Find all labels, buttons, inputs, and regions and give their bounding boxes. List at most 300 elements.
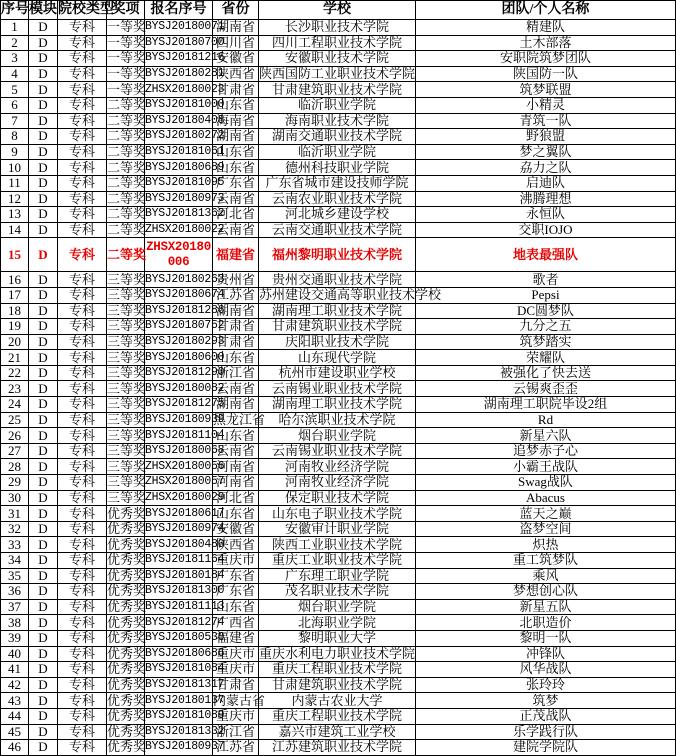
table-row (1, 222, 676, 238)
column-header-province: 省份 (213, 1, 259, 20)
cell-province: 黑龙江省 (213, 411, 266, 427)
cell-module: D (29, 113, 58, 129)
cell-index: 6 (1, 97, 29, 113)
cell-school-type: 专科 (58, 175, 107, 191)
cell-index: 15 (1, 238, 29, 272)
cell-school-type: 专科 (58, 222, 107, 238)
table-row (1, 272, 676, 288)
cell-registration-id: BYSJ20181061 (145, 145, 225, 159)
cell-province: 安徽省 (213, 51, 259, 67)
table-row (1, 630, 676, 646)
table-row (1, 412, 676, 428)
cell-index: 17 (1, 287, 29, 303)
cell-team-name: Rd (416, 412, 676, 428)
cell-school-type: 专科 (58, 35, 107, 51)
cell-team-name: 启迪队 (416, 175, 676, 191)
cell-award: 二等奖 (107, 190, 147, 206)
cell-registration-id: BYSJ20180293 (145, 334, 225, 348)
cell-module: D (29, 222, 58, 238)
cell-module: D (29, 66, 58, 82)
cell-registration-id: BYSJ20181216 (145, 51, 225, 65)
cell-team-name: 正茂战队 (416, 708, 676, 724)
table-row (1, 506, 676, 522)
table-row (1, 615, 676, 631)
table-row (1, 428, 676, 444)
cell-school-type: 专科 (58, 272, 107, 288)
cell-province: 云南省 (213, 381, 259, 397)
cell-award: 优秀奖 (107, 614, 147, 630)
cell-team-name: 永恒队 (416, 207, 676, 223)
cell-province: 云南省 (213, 191, 259, 207)
cell-index: 7 (1, 113, 29, 129)
cell-school-type: 专科 (58, 144, 107, 160)
cell-award: 二等奖 (107, 159, 147, 175)
cell-registration-id: BYSJ20180600 (145, 350, 225, 364)
column-header-module: 模块 (29, 1, 58, 20)
header-row (1, 1, 676, 20)
table-row (1, 97, 676, 113)
cell-award: 三等奖 (107, 271, 147, 287)
cell-award: 优秀奖 (107, 708, 147, 724)
cell-school: 四川工程职业技术学院 (259, 35, 416, 51)
cell-school-type: 专科 (58, 82, 107, 98)
table-row (1, 475, 676, 491)
cell-team-name: 沸腾理想 (416, 191, 676, 207)
cell-registration-id: BYSJ20180752 (145, 319, 225, 333)
cell-index: 45 (1, 724, 29, 740)
cell-index: 25 (1, 412, 29, 428)
cell-school: 重庆工业职业技术学院 (259, 553, 416, 569)
cell-module: D (29, 238, 58, 272)
cell-index: 44 (1, 708, 29, 724)
column-header-school-type: 院校类型 (58, 1, 107, 20)
cell-registration-id: BYSJ20180617 (145, 506, 225, 520)
cell-module: D (29, 708, 58, 724)
cell-index: 12 (1, 191, 29, 207)
cell-school: 山东电子职业技术学院 (259, 506, 416, 522)
cell-award: 优秀奖 (107, 552, 147, 568)
cell-index: 35 (1, 568, 29, 584)
cell-province: 云南省 (213, 222, 259, 238)
cell-team-name: Pepsi (416, 287, 676, 303)
cell-award: 三等奖 (107, 411, 147, 427)
cell-index: 2 (1, 35, 29, 51)
cell-module: D (29, 677, 58, 693)
cell-team-name: 黎明一队 (416, 630, 676, 646)
cell-registration-id: BYSJ20181089 (145, 709, 225, 723)
cell-registration-id: BYSJ20180480 (145, 537, 225, 551)
cell-registration-id: BYSJ20180137 (145, 693, 225, 707)
cell-province: 重庆市 (213, 553, 259, 569)
cell-school: 重庆水利电力职业技术学院 (259, 645, 416, 661)
table-row (1, 175, 676, 191)
cell-award: 一等奖 (107, 34, 147, 50)
cell-school-type: 专科 (58, 568, 107, 584)
cell-registration-id: ZHSX20180022 (145, 223, 225, 237)
cell-province: 福建省 (213, 238, 259, 272)
cell-school-type: 专科 (58, 129, 107, 145)
cell-award: 三等奖 (107, 302, 147, 318)
cell-module: D (29, 615, 58, 631)
cell-province: 山东省 (213, 97, 259, 113)
cell-award: 优秀奖 (107, 739, 147, 755)
cell-index: 41 (1, 662, 29, 678)
cell-module: D (29, 319, 58, 335)
table-row (1, 537, 676, 553)
table-row (1, 20, 676, 36)
cell-school-type: 专科 (58, 20, 107, 36)
cell-team-name: 建院学院队 (416, 740, 676, 756)
cell-school-type: 专科 (58, 537, 107, 553)
cell-school-type: 专科 (58, 66, 107, 82)
cell-index: 32 (1, 521, 29, 537)
cell-school: 保定职业技术学院 (259, 490, 416, 506)
cell-school: 甘肃建筑职业技术学院 (259, 677, 416, 693)
cell-school: 云南交通职业技术学院 (259, 222, 416, 238)
cell-index: 37 (1, 599, 29, 615)
cell-province: 河南省 (213, 475, 259, 491)
cell-module: D (29, 272, 58, 288)
cell-module: D (29, 740, 58, 756)
cell-team-name: 乐学践行队 (416, 724, 676, 740)
cell-province: 山东省 (213, 350, 259, 366)
cell-registration-id: BYSJ20180674 (145, 288, 225, 302)
table-row (1, 129, 676, 145)
cell-school-type: 专科 (58, 350, 107, 366)
cell-school-type: 专科 (58, 490, 107, 506)
cell-team-name: 梦想创心队 (416, 584, 676, 600)
cell-award: 三等奖 (107, 318, 147, 334)
cell-team-name: DC圆梦队 (416, 303, 676, 319)
table-row (1, 599, 676, 615)
cell-registration-id: BYSJ20180068 (145, 444, 225, 458)
cell-module: D (29, 175, 58, 191)
cell-school: 云南锡业职业技术学院 (259, 443, 416, 459)
cell-school: 哈尔滨职业技术学院 (259, 412, 416, 428)
cell-module: D (29, 630, 58, 646)
cell-school-type: 专科 (58, 646, 107, 662)
cell-registration-id: BYSJ20181113 (145, 600, 225, 614)
cell-module: D (29, 459, 58, 475)
cell-module: D (29, 397, 58, 413)
cell-school: 安徽职业技术学院 (259, 51, 416, 67)
cell-award: 一等奖 (107, 50, 147, 66)
cell-team-name: 张玲玲 (416, 677, 676, 693)
cell-team-name: 劦力之队 (416, 160, 676, 176)
cell-school: 海南职业技术学院 (259, 113, 416, 129)
cell-school-type: 专科 (58, 724, 107, 740)
table-row (1, 365, 676, 381)
cell-registration-id: BYSJ20180071 (145, 20, 225, 34)
table-row (1, 319, 676, 335)
cell-registration-id: BYSJ20180281 (145, 67, 225, 81)
cell-module: D (29, 381, 58, 397)
cell-province: 山东省 (213, 144, 259, 160)
cell-index: 16 (1, 272, 29, 288)
cell-province: 云南省 (213, 443, 259, 459)
cell-award: 二等奖 (107, 222, 147, 238)
cell-province: 贵州省 (213, 272, 259, 288)
cell-module: D (29, 584, 58, 600)
cell-school-type: 专科 (58, 238, 107, 272)
cell-index: 1 (1, 20, 29, 36)
cell-province: 甘肃省 (213, 82, 259, 98)
cell-team-name: 小精灵 (416, 97, 676, 113)
cell-school: 湖南理工职业技术学院 (259, 303, 416, 319)
cell-index: 14 (1, 222, 29, 238)
table-row (1, 144, 676, 160)
cell-school: 山东现代学院 (259, 350, 416, 366)
cell-school-type: 专科 (58, 397, 107, 413)
cell-province: 湖南省 (213, 129, 259, 145)
cell-team-name: Abacus (416, 490, 676, 506)
cell-module: D (29, 490, 58, 506)
cell-province: 四川省 (213, 35, 259, 51)
cell-school-type: 专科 (58, 381, 107, 397)
cell-award: 二等奖 (107, 175, 147, 191)
table-row (1, 397, 676, 413)
cell-team-name: 风华战队 (416, 662, 676, 678)
cell-team-name: 追梦赤子心 (416, 443, 676, 459)
cell-school-type: 专科 (58, 677, 107, 693)
cell-award: 二等奖 (107, 97, 147, 113)
cell-index: 11 (1, 175, 29, 191)
cell-index: 21 (1, 350, 29, 366)
cell-index: 28 (1, 459, 29, 475)
cell-team-name: 被强化了快去送 (416, 365, 676, 381)
cell-school: 甘肃建筑职业技术学院 (259, 319, 416, 335)
table-row (1, 160, 676, 176)
cell-index: 5 (1, 82, 29, 98)
cell-registration-id: BYSJ20181300 (145, 584, 225, 598)
table-row (1, 303, 676, 319)
cell-school-type: 专科 (58, 303, 107, 319)
cell-registration-id: BYSJ20181274 (145, 615, 225, 629)
cell-registration-id: BYSJ20181275 (145, 397, 225, 411)
table-row (1, 334, 676, 350)
cell-team-name: 新星五队 (416, 599, 676, 615)
column-header-school: 学校 (259, 1, 416, 20)
cell-school: 内蒙古农业大学 (259, 693, 416, 709)
cell-index: 29 (1, 475, 29, 491)
cell-school: 河北城乡建设学校 (259, 207, 416, 223)
cell-province: 重庆市 (213, 708, 259, 724)
table-row (1, 646, 676, 662)
cell-team-name: 野狼盟 (416, 129, 676, 145)
cell-module: D (29, 160, 58, 176)
cell-province: 江苏省 (213, 740, 259, 756)
cell-module: D (29, 521, 58, 537)
cell-award: 三等奖 (107, 489, 147, 505)
cell-module: D (29, 693, 58, 709)
cell-module: D (29, 97, 58, 113)
cell-school-type: 专科 (58, 160, 107, 176)
cell-registration-id: BYSJ20180939 (145, 412, 225, 426)
cell-team-name: 土木部落 (416, 35, 676, 51)
cell-award: 二等奖 (107, 144, 147, 160)
cell-school-type: 专科 (58, 599, 107, 615)
cell-school-type: 专科 (58, 319, 107, 335)
cell-province: 福建省 (213, 630, 259, 646)
table-row (1, 568, 676, 584)
cell-module: D (29, 506, 58, 522)
cell-module: D (29, 207, 58, 223)
cell-index: 46 (1, 740, 29, 756)
cell-registration-id: BYSJ20181000 (145, 98, 225, 112)
cell-award: 一等奖 (107, 66, 147, 82)
cell-team-name: 交职IOJO (416, 222, 676, 238)
cell-school: 湖南交通职业技术学院 (259, 129, 416, 145)
cell-team-name: 青筑一队 (416, 113, 676, 129)
cell-school: 甘肃建筑职业技术学院 (259, 82, 416, 98)
table-row (1, 553, 676, 569)
cell-school-type: 专科 (58, 506, 107, 522)
cell-module: D (29, 350, 58, 366)
table-row (1, 381, 676, 397)
cell-school-type: 专科 (58, 708, 107, 724)
cell-school: 烟台职业学院 (259, 599, 416, 615)
table-row (1, 51, 676, 67)
cell-province: 广西省 (213, 615, 259, 631)
cell-team-name: Swag战队 (416, 475, 676, 491)
cell-index: 33 (1, 537, 29, 553)
cell-registration-id: BYSJ20180263 (145, 272, 225, 286)
cell-school-type: 专科 (58, 584, 107, 600)
cell-index: 43 (1, 693, 29, 709)
cell-index: 34 (1, 553, 29, 569)
cell-registration-id: BYSJ20181095 (145, 176, 225, 190)
cell-award: 优秀奖 (107, 723, 147, 739)
cell-team-name: 湖南理工职院毕设2组 (416, 397, 676, 413)
cell-province: 甘肃省 (213, 334, 259, 350)
cell-school: 重庆工程职业技术学院 (259, 662, 416, 678)
cell-team-name: 荣耀队 (416, 350, 676, 366)
cell-registration-id: BYSJ20181286 (145, 303, 225, 317)
table-row (1, 350, 676, 366)
cell-team-name: 小霸王战队 (416, 459, 676, 475)
cell-province: 内蒙古省 (213, 692, 266, 708)
table-row (1, 740, 676, 756)
cell-index: 40 (1, 646, 29, 662)
cell-award: 二等奖 (107, 128, 147, 144)
cell-school-type: 专科 (58, 51, 107, 67)
cell-school-type: 专科 (58, 113, 107, 129)
cell-province: 重庆市 (213, 662, 259, 678)
cell-school: 贵州交通职业技术学院 (259, 272, 416, 288)
table-row-highlighted (1, 238, 676, 272)
cell-module: D (29, 537, 58, 553)
cell-module: D (29, 129, 58, 145)
cell-module: D (29, 412, 58, 428)
cell-province: 安徽省 (213, 521, 259, 537)
cell-module: D (29, 191, 58, 207)
cell-team-name: 陕国防一队 (416, 66, 676, 82)
cell-school-type: 专科 (58, 662, 107, 678)
cell-index: 30 (1, 490, 29, 506)
cell-school-type: 专科 (58, 191, 107, 207)
cell-registration-id: BYSJ20181332 (145, 724, 225, 738)
cell-province: 河南省 (213, 459, 259, 475)
cell-registration-id: BYSJ20181084 (145, 662, 225, 676)
cell-team-name: 乘风 (416, 568, 676, 584)
cell-school: 陕西国防工业职业技术学院 (259, 66, 416, 82)
cell-school: 长沙职业技术学院 (259, 20, 416, 36)
cell-award: 一等奖 (107, 81, 147, 97)
cell-module: D (29, 20, 58, 36)
cell-province: 海南省 (213, 113, 259, 129)
cell-school-type: 专科 (58, 459, 107, 475)
table-row (1, 662, 676, 678)
cell-province: 山东省 (213, 160, 259, 176)
cell-registration-id: ZHSX20180057 (145, 475, 225, 489)
cell-team-name: 重工筑梦队 (416, 553, 676, 569)
cell-award: 三等奖 (107, 443, 147, 459)
cell-team-name: 筑梦踏实 (416, 334, 676, 350)
cell-registration-id: BYSJ20181164 (145, 553, 225, 567)
cell-team-name: 北职造价 (416, 615, 676, 631)
cell-index: 3 (1, 51, 29, 67)
table-row (1, 521, 676, 537)
table-row (1, 724, 676, 740)
cell-school: 广东省城市建设技师学院 (259, 175, 416, 191)
cell-school-type: 专科 (58, 287, 107, 303)
table-row (1, 693, 676, 709)
cell-registration-id: BYSJ20180082 (145, 381, 225, 395)
cell-award: 三等奖 (107, 427, 147, 443)
cell-school-type: 专科 (58, 615, 107, 631)
cell-award: 三等奖 (107, 380, 147, 396)
cell-index: 10 (1, 160, 29, 176)
cell-school: 苏州建设交通高等职业技术学校 (259, 287, 442, 303)
cell-school-type: 专科 (58, 521, 107, 537)
cell-registration-id: BYSJ20181317 (145, 678, 225, 692)
cell-registration-id: BYSJ20180530 (145, 631, 225, 645)
cell-school: 安徽审计职业学院 (259, 521, 416, 537)
cell-index: 27 (1, 443, 29, 459)
cell-award: 三等奖 (107, 474, 147, 490)
cell-index: 20 (1, 334, 29, 350)
cell-module: D (29, 334, 58, 350)
cell-school: 陕西工业职业技术学院 (259, 537, 416, 553)
cell-award: 三等奖 (107, 333, 147, 349)
cell-award: 优秀奖 (107, 567, 147, 583)
cell-module: D (29, 365, 58, 381)
cell-school-type: 专科 (58, 97, 107, 113)
cell-award: 优秀奖 (107, 521, 147, 537)
cell-province: 河北省 (213, 490, 259, 506)
cell-province: 重庆市 (213, 646, 259, 662)
cell-index: 24 (1, 397, 29, 413)
cell-award: 优秀奖 (107, 677, 147, 693)
cell-index: 23 (1, 381, 29, 397)
cell-index: 4 (1, 66, 29, 82)
cell-team-name: 盗梦空间 (416, 521, 676, 537)
cell-module: D (29, 303, 58, 319)
cell-school: 河南牧业经济学院 (259, 459, 416, 475)
table-row (1, 191, 676, 207)
table-row (1, 35, 676, 51)
cell-province: 湖南省 (213, 20, 259, 36)
cell-school: 湖南理工职业技术学院 (259, 397, 416, 413)
cell-team-name: 梦之翼队 (416, 144, 676, 160)
cell-index: 9 (1, 144, 29, 160)
cell-award: 优秀奖 (107, 661, 147, 677)
cell-school-type: 专科 (58, 207, 107, 223)
cell-award: 三等奖 (107, 349, 147, 365)
cell-team-name: 筑梦 (416, 693, 676, 709)
table-row (1, 708, 676, 724)
cell-team-name: 筑梦联盟 (416, 82, 676, 98)
